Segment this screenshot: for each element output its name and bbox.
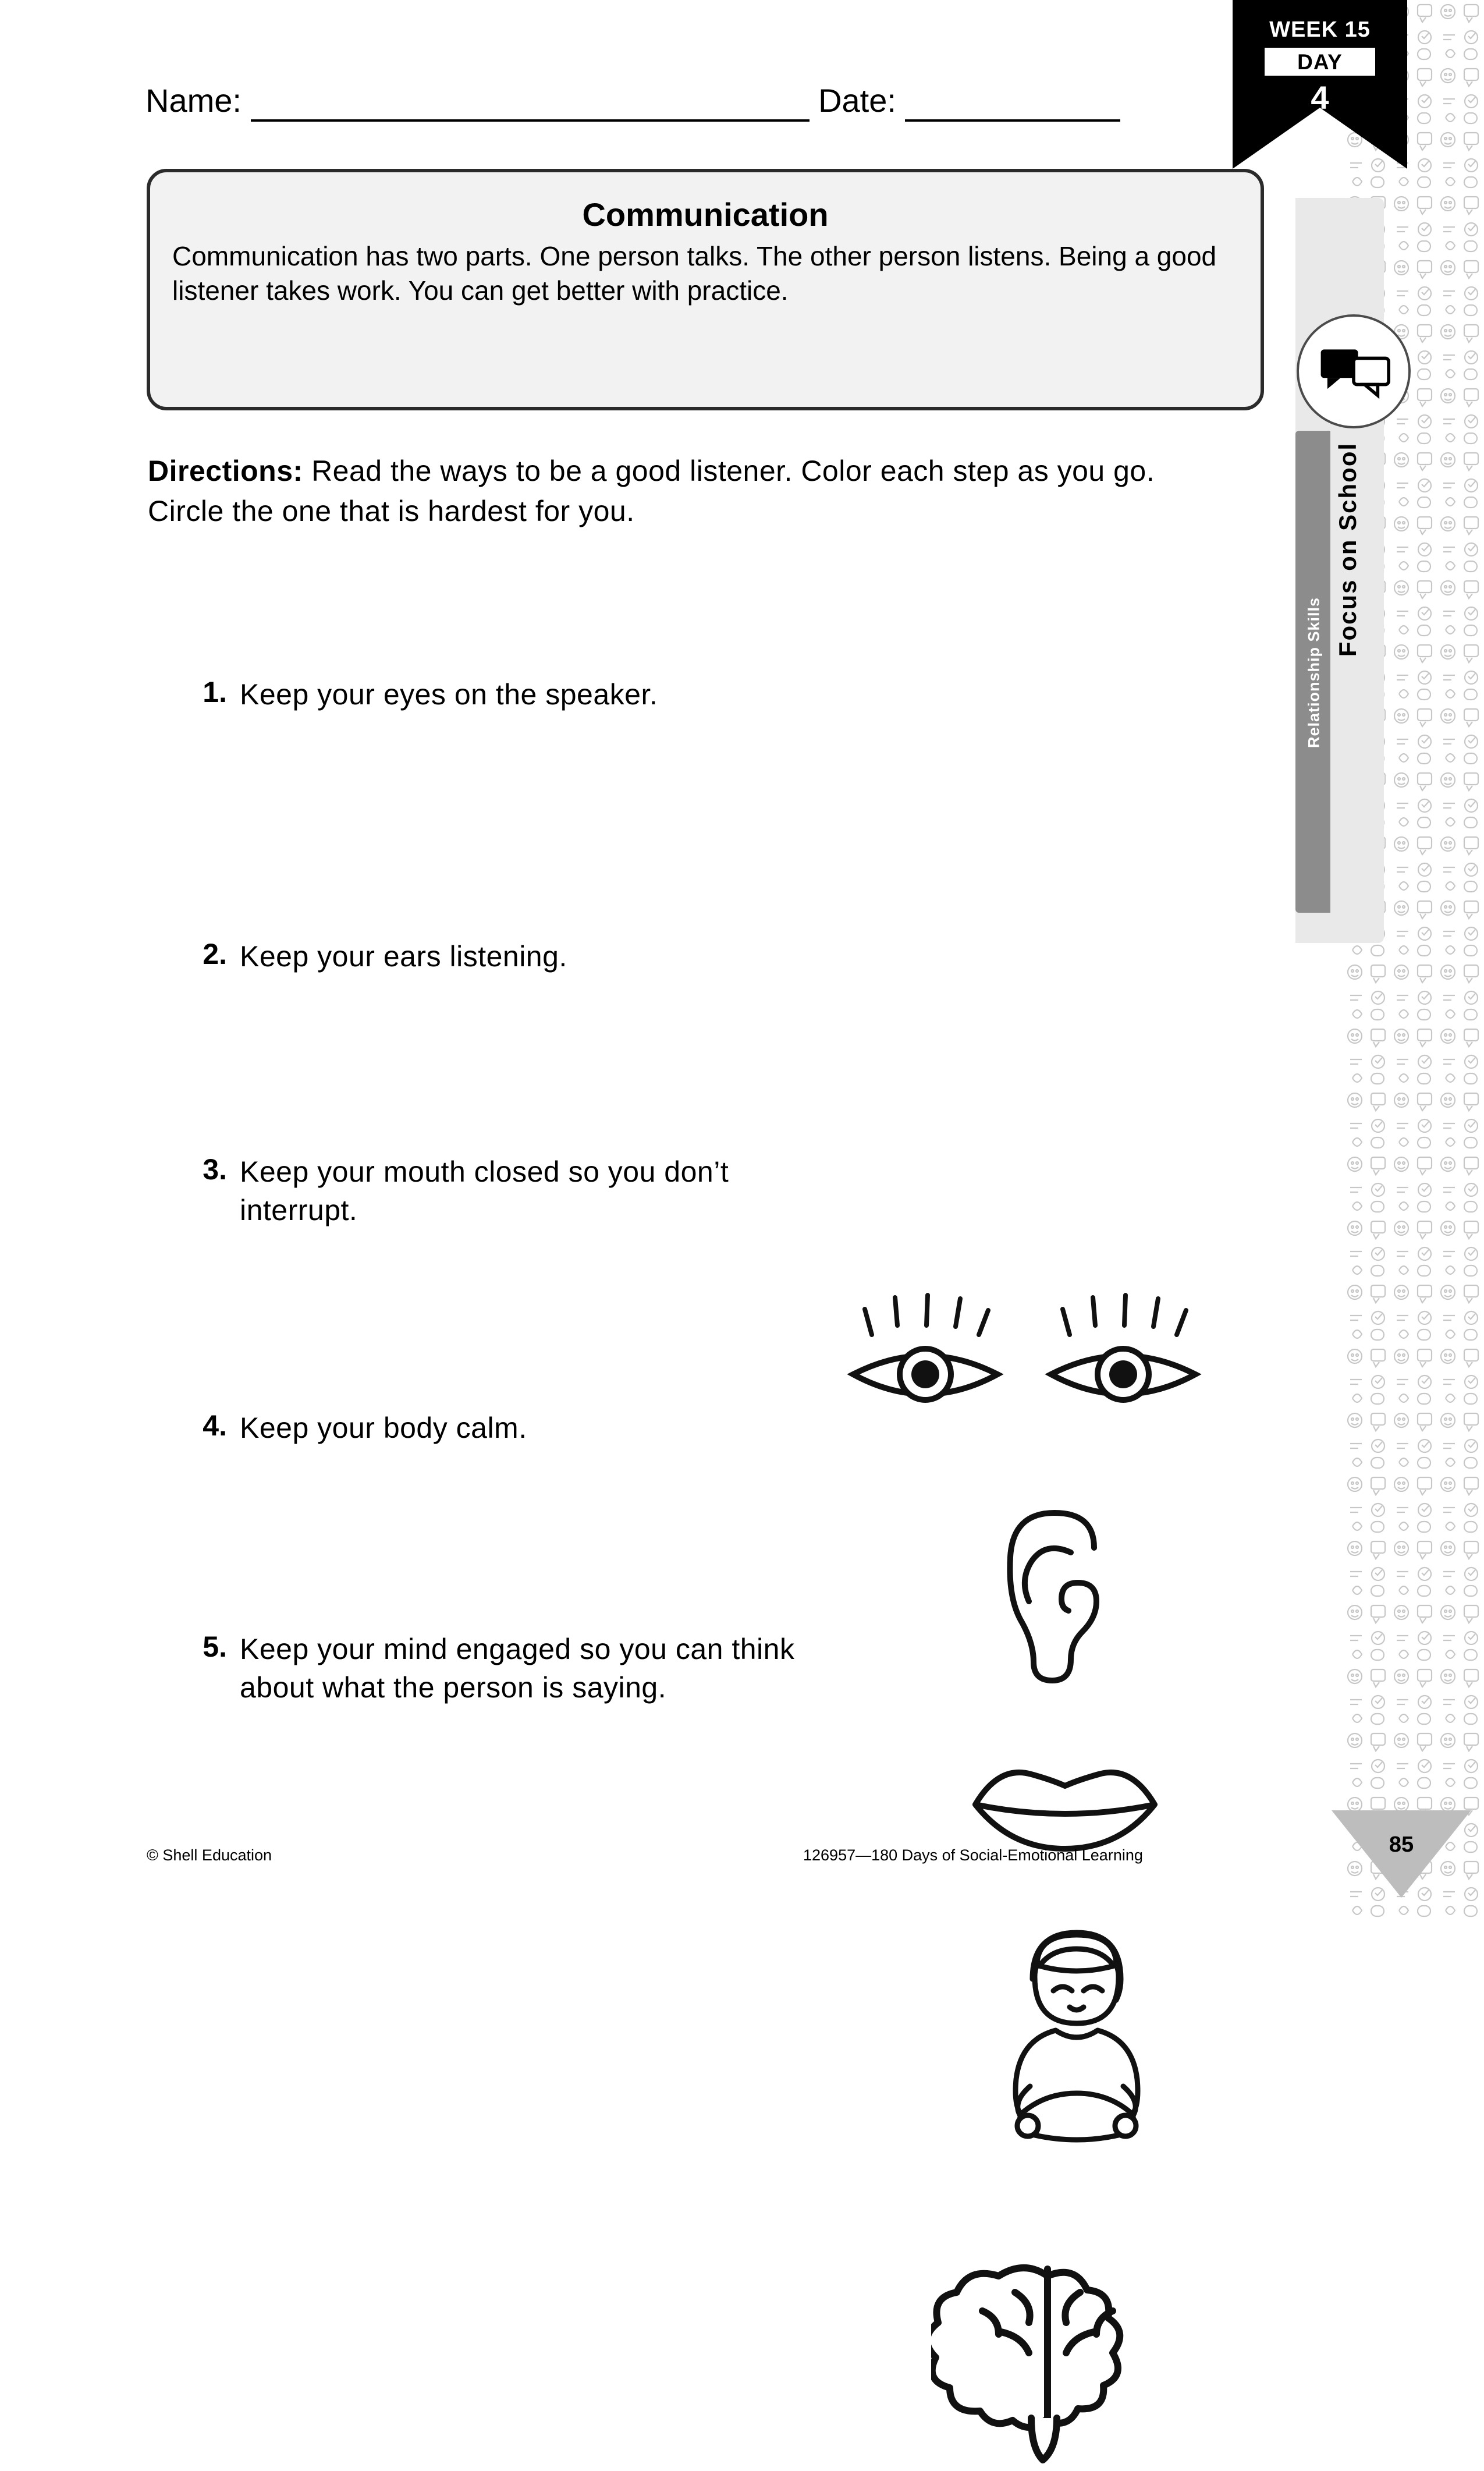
intro-body: Communication has two parts. One person talks. The other person listens. Being a good listener takes work. You can get better with practice. [172,241,1217,306]
flag-day-label: DAY [1297,50,1343,74]
step-number: 2. [203,938,227,970]
side-tab-focus-on-school [1295,198,1384,943]
eyes-icon [844,1284,1228,1426]
name-input-line[interactable] [251,81,810,122]
directions-text: Read the ways to be a good listener. Color each step as you go. Circle the one that is hardest for you. [148,455,1155,527]
flag-point [1233,108,1407,169]
step-number: 3. [203,1153,227,1186]
step-number: 4. [203,1409,227,1442]
brain-icon [931,2241,1164,2471]
week-day-flag [1233,0,1407,169]
intro-title: Communication [582,196,829,233]
step-text: Keep your mind engaged so you can think about what the person is saying. [240,1633,795,1704]
side-tab-focus-label: Focus on School [1334,442,1361,657]
page-number: 85 [1389,1832,1414,1857]
step-number: 5. [203,1630,227,1663]
step-number: 1. [203,676,227,708]
speech-bubbles-icon [1297,314,1411,428]
directions [148,451,1195,531]
date-label: Date: [818,82,896,119]
flag-week-label: WEEK 15 [1269,17,1371,42]
directions-label: Directions: [148,455,303,487]
footer-title: 126957—180 Days of Social-Emotional Learning [803,1846,1143,1864]
ear-icon [978,1499,1141,1688]
intro-box [147,169,1264,410]
step-text: Keep your body calm. [240,1412,527,1444]
side-tab-relationship-label: Relationship Skills [1305,597,1323,749]
meditating-child-icon [972,1909,1181,2168]
name-label: Name: [145,82,242,119]
step-text: Keep your mouth closed so you don’t interrupt. [240,1155,729,1226]
name-date-row [145,81,1251,122]
step-text: Keep your ears listening. [240,940,567,973]
flag-day-number: 4 [1311,79,1329,116]
step-text: Keep your eyes on the speaker. [240,678,658,711]
date-input-line[interactable] [905,81,1120,122]
footer-copyright: © Shell Education [147,1846,272,1864]
